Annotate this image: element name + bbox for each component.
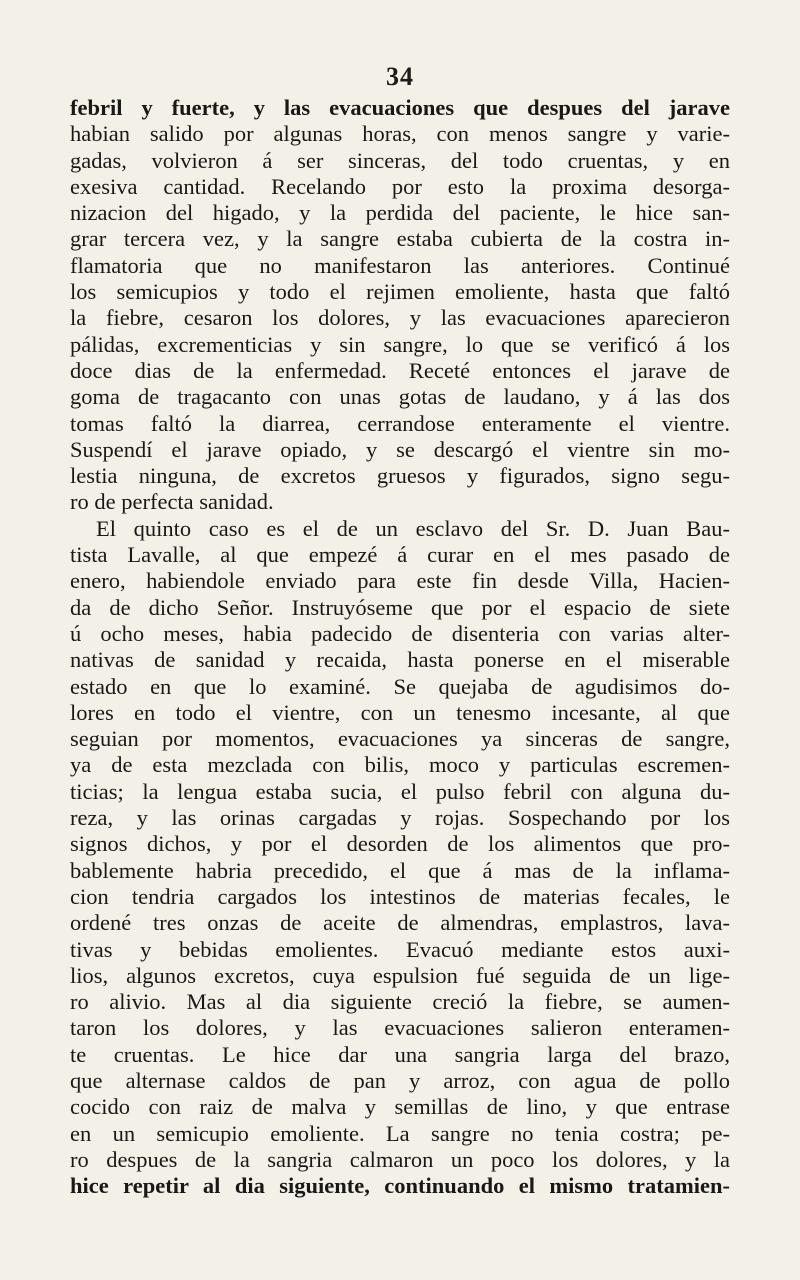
text-line: hice repetir al dia siguiente, continuando el mismo tratamien- — [70, 1173, 730, 1199]
text-line: ticias; la lengua estaba sucia, el pulso febril con alguna du- — [70, 778, 730, 804]
text-line: ro de perfecta sanidad. — [70, 489, 274, 515]
text-line: bablemente habria precedido, el que á mas de la inflama- — [70, 857, 730, 883]
text-line: lios, algunos excretos, cuya espulsion fué seguida de un lige- — [70, 962, 730, 988]
text-line: en un semicupio emoliente. La sangre no tenia costra; pe- — [70, 1120, 730, 1146]
text-line: signos dichos, y por el desorden de los alimentos que pro- — [70, 831, 730, 857]
text-line: tomas faltó la diarrea, cerrandose enteramente el vientre. — [70, 410, 730, 436]
text-line: grar tercera vez, y la sangre estaba cubierta de la costra in- — [70, 226, 730, 252]
body-text — [70, 95, 730, 1199]
text-line: estado en que lo examiné. Se quejaba de agudisimos do- — [70, 673, 730, 699]
page-number: 34 — [386, 62, 414, 91]
text-line: doce dias de la enfermedad. Receté entonces el jarave de — [70, 357, 730, 383]
text-line: los semicupios y todo el rejimen emoliente, hasta que faltó — [70, 279, 730, 305]
text-line: goma de tragacanto con unas gotas de laudano, y á las dos — [70, 384, 730, 410]
text-line: exesiva cantidad. Recelando por esto la proxima desorga- — [70, 173, 730, 199]
text-line: tivas y bebidas emolientes. Evacuó mediante estos auxi- — [70, 936, 730, 962]
text-line: febril y fuerte, y las evacuaciones que despues del jarave — [70, 95, 730, 120]
text-line: pálidas, excrementicias y sin sangre, lo que se verificó á los — [70, 331, 730, 357]
text-line: ro alivio. Mas al dia siguiente creció la fiebre, se aumen- — [70, 989, 730, 1015]
text-line: la fiebre, cesaron los dolores, y las evacuaciones aparecieron — [70, 305, 730, 331]
text-line: nativas de sanidad y recaida, hasta ponerse en el miserable — [70, 647, 730, 673]
text-line: El quinto caso es el de un esclavo del Sr. D. Juan Bau- — [96, 515, 730, 541]
text-line: cocido con raiz de malva y semillas de lino, y que entrase — [70, 1094, 730, 1120]
text-line: ordené tres onzas de aceite de almendras, emplastros, lava- — [70, 910, 730, 936]
text-line: habian salido por algunas horas, con menos sangre y varie- — [70, 121, 730, 147]
text-line: Suspendí el jarave opiado, y se descargó el vientre sin mo- — [70, 436, 730, 462]
text-line: lores en todo el vientre, con un tenesmo incesante, al que — [70, 699, 730, 725]
text-line: te cruentas. Le hice dar una sangria larga del brazo, — [70, 1041, 730, 1067]
text-line: ya de esta mezclada con bilis, moco y particulas escremen- — [70, 752, 730, 778]
text-line: lestia ninguna, de excretos gruesos y figurados, signo segu- — [70, 463, 730, 489]
text-line: nizacion del higado, y la perdida del paciente, le hice san- — [70, 200, 730, 226]
text-line: que alternase caldos de pan y arroz, con agua de pollo — [70, 1067, 730, 1093]
text-line: gadas, volvieron á ser sinceras, del todo cruentas, y en — [70, 147, 730, 173]
text-line: cion tendria cargados los intestinos de materias fecales, le — [70, 883, 730, 909]
text-line: seguian por momentos, evacuaciones ya sinceras de sangre, — [70, 726, 730, 752]
text-line: da de dicho Señor. Instruyóseme que por el espacio de siete — [70, 594, 730, 620]
text-line: tista Lavalle, al que empezé á curar en el mes pasado de — [70, 542, 730, 568]
text-line: ro despues de la sangria calmaron un poco los dolores, y la — [70, 1146, 730, 1172]
text-line: enero, habiendole enviado para este fin desde Villa, Hacien- — [70, 568, 730, 594]
text-line: flamatoria que no manifestaron las anteriores. Continué — [70, 252, 730, 278]
text-line: reza, y las orinas cargadas y rojas. Sospechando por los — [70, 805, 730, 831]
text-line: taron los dolores, y las evacuaciones salieron enteramen- — [70, 1015, 730, 1041]
text-line: ú ocho meses, habia padecido de disenteria con varias alter- — [70, 620, 730, 646]
